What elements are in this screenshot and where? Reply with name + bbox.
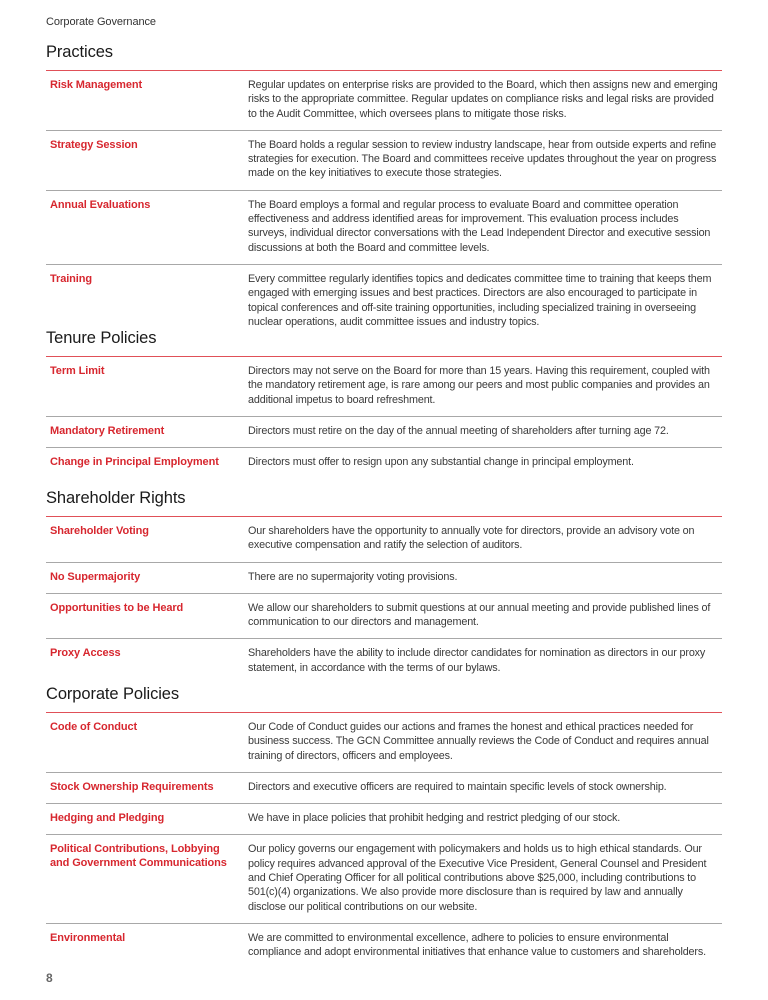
row-description: Directors may not serve on the Board for more than 15 years. Having this requirement, coupled with the mandatory retirement age, is rare among our peers and most public companies and provides an additional impetus to board refreshment. xyxy=(248,365,710,406)
row-label: Change in Principal Employment xyxy=(50,456,219,469)
table-row xyxy=(46,131,722,191)
table-row xyxy=(46,924,722,969)
section-rows xyxy=(46,71,722,338)
row-description: Regular updates on enterprise risks are provided to the Board, which then assigns new and emerging risks to the appropriate committee. Regular updates on compliance risks and legal risks are provided to the Audit Committee, which oversees plans to mitigate those risks. xyxy=(248,79,718,120)
running-header: Corporate Governance xyxy=(46,16,156,28)
row-description: The Board holds a regular session to review industry landscape, hear from outside experts and refine strategies for execution. The Board and committees receive updates throughout the year on progress made on the key initiatives to execute those strategies. xyxy=(248,138,717,180)
section-title: Tenure Policies xyxy=(46,329,157,347)
row-description: Directors must retire on the day of the annual meeting of shareholders after turning age 72. xyxy=(248,424,669,437)
row-label: Strategy Session xyxy=(50,138,138,151)
row-label: Hedging and Pledging xyxy=(50,812,165,825)
row-description: Shareholders have the ability to include director candidates for nomination as directors in our proxy statement, in accordance with the terms of our bylaws. xyxy=(248,647,706,674)
table-row xyxy=(46,71,722,131)
table-row xyxy=(46,804,722,835)
row-label: Stock Ownership Requirements xyxy=(50,780,214,793)
table-row xyxy=(46,713,722,773)
row-description: We allow our shareholders to submit questions at our annual meeting and provide published lines of communication to our directors and management. xyxy=(248,601,711,629)
row-label: Mandatory Retirement xyxy=(50,424,165,437)
table-row xyxy=(46,357,722,417)
row-description: Directors and executive officers are required to maintain specific levels of stock ownership. xyxy=(248,780,667,793)
section-title: Corporate Policies xyxy=(46,685,180,703)
row-label: Shareholder Voting xyxy=(50,525,149,537)
section-title: Practices xyxy=(46,43,113,61)
section-rows xyxy=(46,713,722,969)
row-label: Annual Evaluations xyxy=(50,198,151,211)
table-row xyxy=(46,773,722,804)
section-corporate-policies xyxy=(46,684,722,969)
section-practices xyxy=(46,42,722,338)
row-label: Environmental xyxy=(50,931,126,944)
page-number: 8 xyxy=(46,971,53,985)
row-description: There are no supermajority voting provisions. xyxy=(248,570,458,583)
table-row xyxy=(46,417,722,448)
row-description: We are committed to environmental excellence, adhere to policies to ensure environmental compliance and adopt environmental initiatives that enhance value to customers and shareholders. xyxy=(248,931,706,959)
row-label: Risk Management xyxy=(50,79,143,91)
row-label: No Supermajority xyxy=(50,570,141,583)
row-label: Political Contributions, Lobbying and Government Communications xyxy=(50,843,227,870)
row-label: Proxy Access xyxy=(50,647,121,660)
table-row xyxy=(46,639,722,684)
row-description: Our Code of Conduct guides our actions and frames the honest and ethical practices needed for business success. The GCN Committee annually reviews the Code of Conduct and requires annual training of directors, officers and employees. xyxy=(248,721,709,762)
row-description: We have in place policies that prohibit hedging and restrict pledging of our stock. xyxy=(248,812,621,825)
row-description: The Board employs a formal and regular process to evaluate Board and committee operation effectiveness and address identified areas for improvement. This evaluation process includes surveys, individual director conversations with the Lead Independent Director and executive session discussions at both the Board and committee levels. xyxy=(248,198,711,254)
row-label: Training xyxy=(50,272,92,285)
row-description: Every committee regularly identifies topics and dedicates committee time to training that keeps them engaged with emerging issues and best practices. Directors are also encouraged to participate in topical conferences and off-site training opportunities, including specialized training in overseeing nuclear operations, audit committee issues and industry topics. xyxy=(248,272,712,328)
section-tenure-policies xyxy=(46,328,722,478)
row-label: Opportunities to be Heard xyxy=(50,601,184,614)
table-row xyxy=(46,594,722,640)
table-row xyxy=(46,835,722,923)
row-description: Our policy governs our engagement with policymakers and holds us to high ethical standards. Our policy requires advanced approval of the Executive Vice President, General Counsel and President and Chief Operating Officer for all political contributions above $25,000, including contributions to 501(c)(4) organizations. We also provide more disclosure than is required by law and annually disclose our political contributions on our website. xyxy=(248,843,707,913)
row-description: Our shareholders have the opportunity to annually vote for directors, provide an advisory vote on executive compensation and ratify the selection of auditors. xyxy=(248,525,695,552)
section-title: Shareholder Rights xyxy=(46,489,186,507)
table-row xyxy=(46,191,722,265)
row-description: Directors must offer to resign upon any substantial change in principal employment. xyxy=(248,456,634,469)
section-shareholder-rights xyxy=(46,488,722,684)
row-label: Term Limit xyxy=(50,365,105,377)
table-row xyxy=(46,517,722,563)
table-row xyxy=(46,448,722,478)
section-rows xyxy=(46,517,722,684)
table-row xyxy=(46,563,722,594)
row-label: Code of Conduct xyxy=(50,721,138,733)
section-rows xyxy=(46,357,722,478)
